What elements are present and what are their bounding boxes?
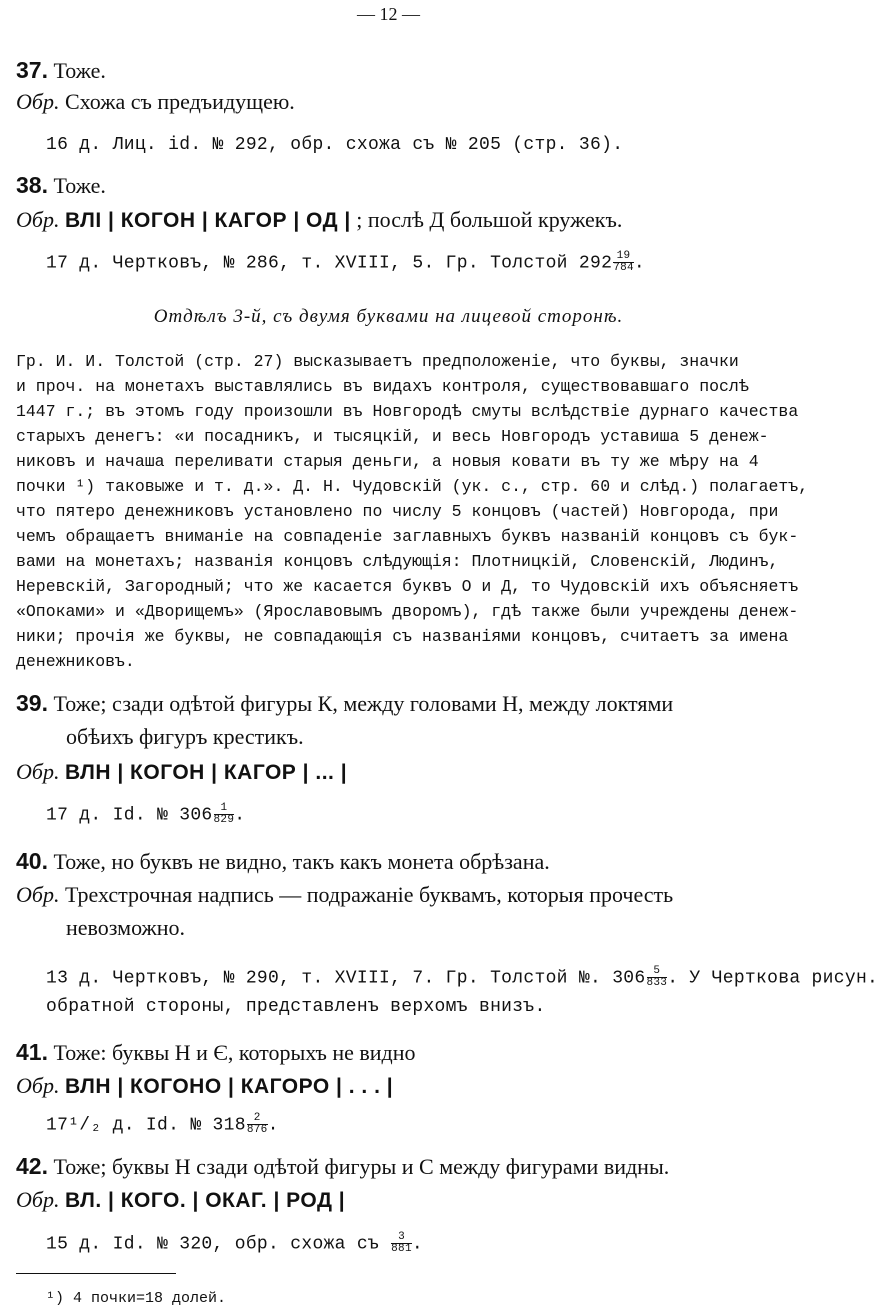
paragraph-line: что пятеро денежниковъ установлено по числу 5 концовъ (частей) Новгорода, при [16, 502, 779, 521]
entry-41-title [16, 1039, 416, 1066]
reference-text: 15 д. Id. № 320, обр. схожа съ [46, 1234, 391, 1255]
entry-number: 37. [16, 57, 48, 83]
fraction-denominator: 784 [613, 262, 634, 274]
entry-41-reference [46, 1113, 279, 1136]
reference-end: . [633, 253, 646, 274]
fraction [647, 966, 668, 989]
paragraph-line: ники; прочія же буквы, не совпадающія съ названіями концовъ, считаетъ за имена [16, 627, 789, 646]
entry-40-obverse [16, 882, 673, 908]
fraction [391, 1232, 412, 1255]
entry-title: Тоже. [53, 58, 106, 83]
entry-title: Тоже, но буквъ не видно, такъ какъ монета обрѣзана. [47, 849, 550, 874]
fraction-denominator: 833 [646, 977, 668, 989]
entry-39-title-cont: обѣихъ фигуръ крестикъ. [66, 724, 304, 749]
fraction-numerator: 1 [220, 802, 228, 814]
reference-after: . У Черткова рисун. [667, 968, 878, 989]
entry-38-obverse [16, 207, 622, 233]
entry-37-title [16, 57, 106, 84]
reference-text: 13 д. Чертковъ, № 290, т. XVIII, 7. Гр. Толстой №. 306 [46, 968, 646, 989]
paragraph-line: 1447 г.; въ этомъ году произошли въ Новгородѣ смуты вслѣдствіе дурнаго качества [16, 402, 799, 421]
entry-title: Тоже: буквы Н и Є, которыхъ не видно [47, 1040, 416, 1065]
fraction [613, 251, 634, 274]
obverse-label: Обр. [16, 759, 60, 784]
footnote: ¹) 4 почки=18 долей. [46, 1290, 227, 1307]
reference-text: 17 д. Чертковъ, № 286, т. XVIII, 5. Гр. Толстой 292 [46, 253, 613, 274]
obverse-legend: ВЛН | КОГОНО | КАГОРО | . . . | [64, 1075, 394, 1098]
entry-40-title [16, 848, 550, 875]
fraction-denominator: 881 [391, 1243, 412, 1255]
fraction-denominator: 876 [246, 1124, 268, 1136]
entry-38-title [16, 172, 106, 199]
obverse-legend: ВЛН | КОГОН | КАГОР | ... | [64, 761, 348, 784]
fraction-numerator: 2 [253, 1112, 261, 1124]
fraction [214, 803, 235, 826]
obverse-label: Обр. [16, 1187, 60, 1212]
section-heading: Отдѣлъ 3-й, съ двумя буквами на лицевой сторонѣ. [153, 306, 624, 327]
obverse-legend: ВЛ. | КОГО. | ОКАГ. | РОД | [64, 1189, 346, 1212]
reference-end: . [411, 1234, 423, 1255]
reference-text: 17¹/₂ д. Id. № 318 [46, 1115, 246, 1136]
paragraph-line: старыхъ денегъ: «и посадникъ, и тысяцкій, и весь Новгородъ уставиша 5 денеж- [16, 427, 769, 446]
entry-39-title [16, 690, 673, 717]
obverse-text: ; послѣ Д большой кружекъ. [350, 207, 623, 232]
entry-number: 41. [16, 1039, 48, 1065]
entry-number: 39. [16, 690, 48, 716]
paragraph-line: вами на монетахъ; названія концовъ слѣдующія: Плотницкій, Словенскій, Людинъ, [16, 552, 779, 571]
footnote-divider [16, 1273, 176, 1274]
paragraph-line: и проч. на монетахъ выставлялись въ видахъ контроля, существовавшаго послѣ [16, 377, 749, 396]
entry-title: Тоже. [53, 173, 106, 198]
fraction [247, 1113, 268, 1136]
fraction-numerator: 19 [616, 250, 631, 262]
entry-42-title [16, 1153, 669, 1180]
obverse-legend: ВЛІ | КОГОН | КАГОР | ОД | [64, 209, 351, 232]
paragraph-line: «Опоками» и «Дворищемъ» (Ярославовымъ дворомъ), гдѣ также были учреждены денеж- [16, 602, 799, 621]
page-number: — 12 — [357, 4, 420, 24]
obverse-text: Схожа съ предъидущею. [59, 89, 295, 114]
obverse-label: Обр. [16, 207, 60, 232]
entry-number: 38. [16, 172, 48, 198]
entry-40-reference [46, 966, 878, 989]
entry-42-obverse [16, 1187, 345, 1213]
paragraph-line: Гр. И. И. Толстой (стр. 27) высказываетъ предположеніе, что буквы, значки [16, 352, 739, 371]
entry-number: 40. [16, 848, 48, 874]
reference-text: 17 д. Id. № 306 [46, 805, 213, 826]
reference-end: . [267, 1115, 279, 1136]
obverse-label: Обр. [16, 89, 60, 114]
paragraph-line: никовъ и начаша переливати старыя деньги, а новыя ковати въ ту же мѣру на 4 [16, 452, 759, 471]
entry-title: Тоже; буквы Н сзади одѣтой фигуры и С между фигурами видны. [47, 1154, 670, 1179]
entry-42-reference [46, 1232, 423, 1255]
entry-39-obverse [16, 759, 347, 785]
fraction-numerator: 3 [398, 1231, 405, 1243]
entry-41-obverse [16, 1073, 393, 1099]
paragraph-line: Неревскій, Загородный; что же касается буквъ О и Д, то Чудовскій ихъ объясняетъ [16, 577, 799, 596]
reference-end: . [234, 805, 246, 826]
paragraph-line: почки ¹) таковыже и т. д.». Д. Н. Чудовскій (ук. с., стр. 60 и слѣд.) полагаетъ, [16, 477, 809, 496]
entry-number: 42. [16, 1153, 48, 1179]
paragraph-line: чемъ обращаетъ вниманіе на совпаденіе заглавныхъ буквъ названій концовъ съ бук- [16, 527, 799, 546]
obverse-label: Обр. [16, 1073, 60, 1098]
entry-39-reference [46, 803, 245, 826]
entry-40-obverse-cont: невозможно. [66, 915, 186, 940]
obverse-label: Обр. [16, 882, 60, 907]
entry-37-reference: 16 д. Лиц. id. № 292, обр. схожа съ № 205 (стр. 36). [46, 135, 624, 155]
obverse-text: Трехстрочная надпись — подражаніе буквамъ, которыя прочесть [59, 882, 674, 907]
entry-title: Тоже; сзади одѣтой фигуры К, между головами Н, между локтями [47, 691, 674, 716]
fraction-numerator: 5 [653, 965, 661, 977]
entry-38-reference [46, 251, 645, 274]
paragraph-line: денежниковъ. [16, 652, 135, 671]
fraction-denominator: 829 [213, 814, 235, 826]
entry-40-reference-cont: обратной стороны, представленъ верхомъ внизъ. [46, 997, 546, 1017]
entry-37-obverse [16, 89, 295, 115]
